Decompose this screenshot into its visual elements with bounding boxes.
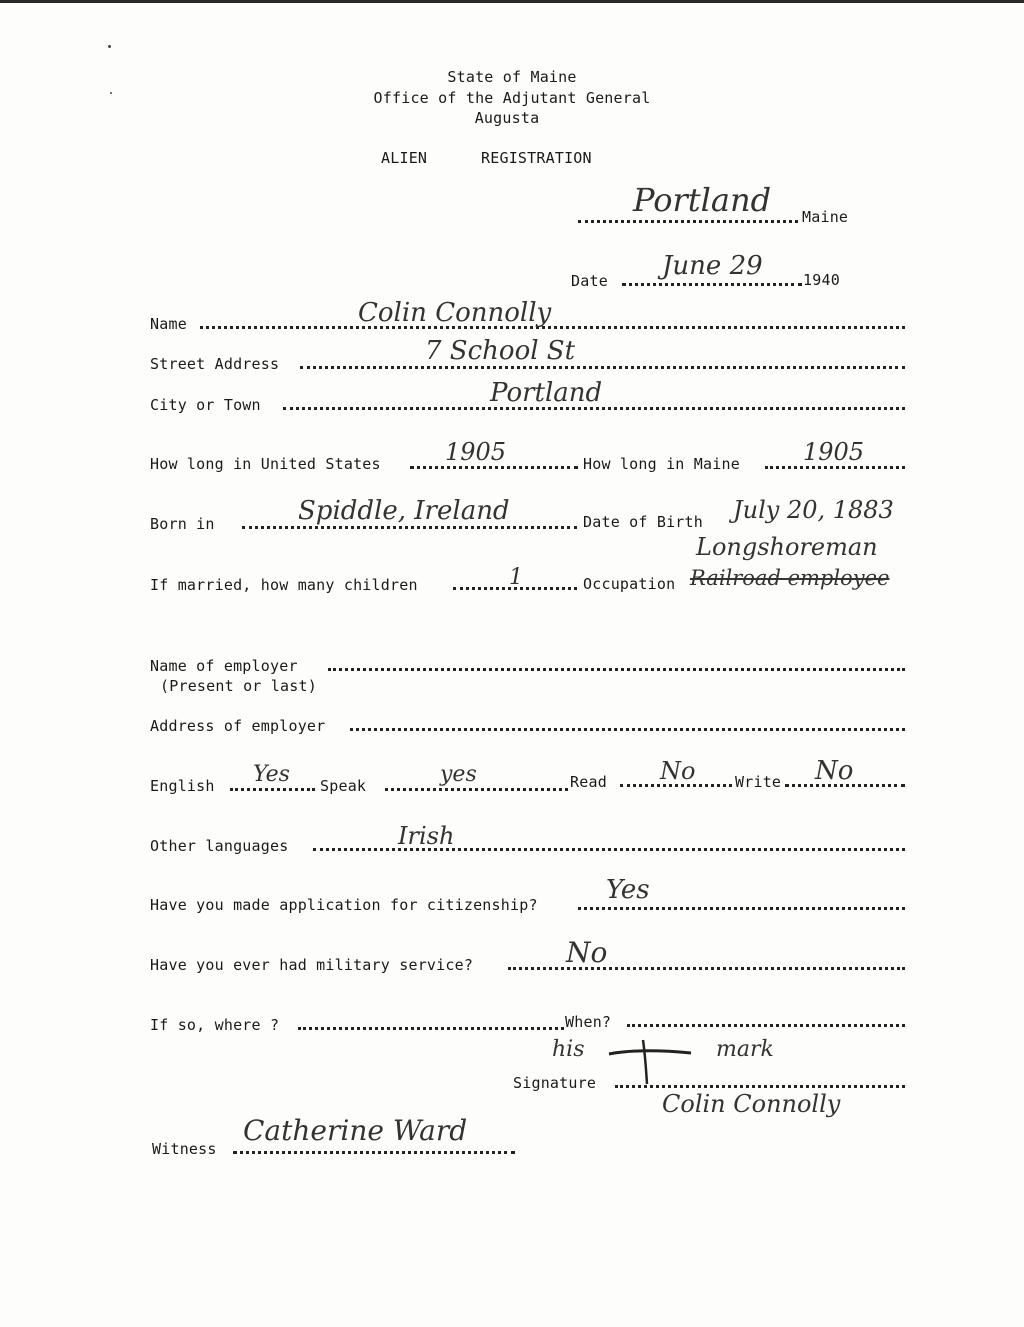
write-label: Write [735, 773, 782, 791]
dob-label: Date of Birth [583, 513, 703, 531]
employer-address-dots [350, 728, 905, 731]
maine-since-dots [765, 466, 905, 469]
us-since-label: How long in United States [150, 455, 381, 473]
title-registration: REGISTRATION [481, 149, 592, 167]
signature-label: Signature [513, 1074, 597, 1092]
speak-label: Speak [320, 777, 367, 795]
english-label: English [150, 777, 215, 795]
where-label: If so, where ? [150, 1016, 280, 1034]
witness-value: Catherine Ward [243, 1114, 468, 1147]
occupation-label: Occupation [583, 575, 676, 593]
date-year: 1940 [803, 271, 840, 289]
read-value: No [660, 757, 696, 785]
read-label: Read [570, 773, 607, 791]
name-value: Colin Connolly [358, 298, 552, 328]
maine-since-value: 1905 [803, 438, 865, 466]
citizenship-value: Yes [606, 875, 650, 905]
employer-label: Name of employer [150, 657, 298, 675]
city-label: City or Town [150, 396, 261, 414]
other-languages-value: Irish [398, 822, 455, 850]
signature-mark-mark: mark [716, 1037, 774, 1062]
write-value: No [815, 756, 854, 786]
occupation-value: Longshoreman [696, 533, 878, 561]
other-languages-label: Other languages [150, 837, 289, 855]
us-since-value: 1905 [445, 438, 507, 466]
date-dots [622, 283, 802, 286]
street-value: 7 School St [425, 336, 576, 366]
speak-dots [385, 788, 568, 791]
military-label: Have you ever had military service? [150, 956, 474, 974]
street-dots [300, 366, 905, 369]
witness-dots [233, 1151, 515, 1154]
children-label: If married, how many children [150, 576, 418, 594]
title-alien: ALIEN [381, 149, 428, 167]
born-in-value: Spiddle, Ireland [298, 496, 510, 526]
street-label: Street Address [150, 355, 280, 373]
speak-value: yes [440, 762, 477, 787]
employer-address-label: Address of employer [150, 717, 326, 735]
born-in-dots [242, 526, 577, 529]
signature-cross-mark [605, 1036, 695, 1086]
citizenship-label: Have you made application for citizenship? [150, 896, 538, 914]
date-value: June 29 [662, 251, 763, 281]
dob-value: July 20, 1883 [733, 496, 894, 524]
place-suffix: Maine [802, 208, 849, 226]
name-label: Name [150, 315, 187, 333]
place-value: Portland [633, 181, 772, 219]
header-city: Augusta [474, 109, 540, 127]
signature-name: Colin Connolly [662, 1090, 841, 1118]
maine-since-label: How long in Maine [583, 455, 740, 473]
city-value: Portland [490, 378, 603, 408]
english-value: Yes [253, 762, 290, 787]
place-dots [578, 220, 798, 223]
signature-dots [615, 1085, 905, 1088]
employer-sublabel: (Present or last) [160, 677, 317, 695]
when-label: When? [565, 1013, 612, 1031]
where-dots [298, 1027, 564, 1030]
citizenship-dots [578, 907, 905, 910]
page-top-edge [0, 0, 1024, 3]
us-since-dots [410, 466, 578, 469]
when-dots [627, 1024, 905, 1027]
english-dots [230, 788, 315, 791]
born-in-label: Born in [150, 515, 215, 533]
scan-speck [108, 45, 111, 48]
employer-dots [328, 668, 905, 671]
military-value: No [566, 936, 608, 969]
signature-mark-his: his [552, 1037, 585, 1062]
date-label: Date [571, 272, 608, 290]
header-state: State of Maine [447, 68, 577, 86]
scan-speck [110, 92, 112, 94]
witness-label: Witness [152, 1140, 217, 1158]
header-office: Office of the Adjutant General [373, 89, 651, 107]
name-dots [200, 326, 905, 329]
occupation-struck-value: Railroad employee [690, 566, 890, 590]
children-value: 1 [509, 565, 523, 590]
